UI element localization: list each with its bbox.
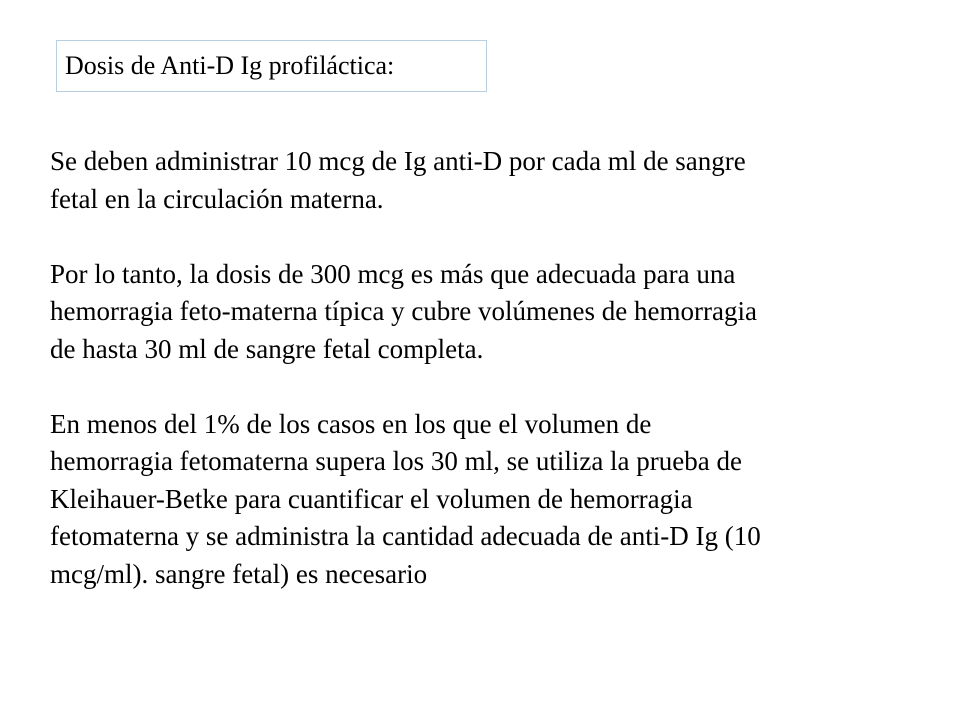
text-line: fetal en la circulación materna. [50, 183, 384, 214]
paragraph-dose-rule [50, 143, 930, 218]
slide-body [50, 143, 930, 593]
text-line: fetomaterna y se administra la cantidad adecuada de anti-D Ig (10 [50, 521, 761, 551]
paragraph-standard-dose [50, 256, 930, 369]
text-line: hemorragia feto-materna típica y cubre volúmenes de hemorragia [50, 296, 757, 326]
text-line: En menos del 1% de los casos en los que el volumen de [50, 408, 652, 439]
text-line: mcg/ml). sangre fetal) es necesario [50, 558, 428, 589]
text-line: Por lo tanto, la dosis de 300 mcg es más que adecuada para una [50, 258, 736, 289]
text-line: de hasta 30 ml de sangre fetal completa. [50, 333, 484, 364]
text-line: hemorragia fetomaterna supera los 30 ml, se utiliza la prueba de [50, 446, 742, 476]
text-line: Se deben administrar 10 mcg de Ig anti-D por cada ml de sangre [50, 146, 746, 176]
paragraph-kleihauer-betke [50, 406, 930, 594]
slide-title: Dosis de Anti-D Ig profiláctica: [65, 51, 395, 80]
slide-title-box [56, 40, 487, 92]
text-line: Kleihauer-Betke para cuantificar el volumen de hemorragia [50, 483, 693, 514]
